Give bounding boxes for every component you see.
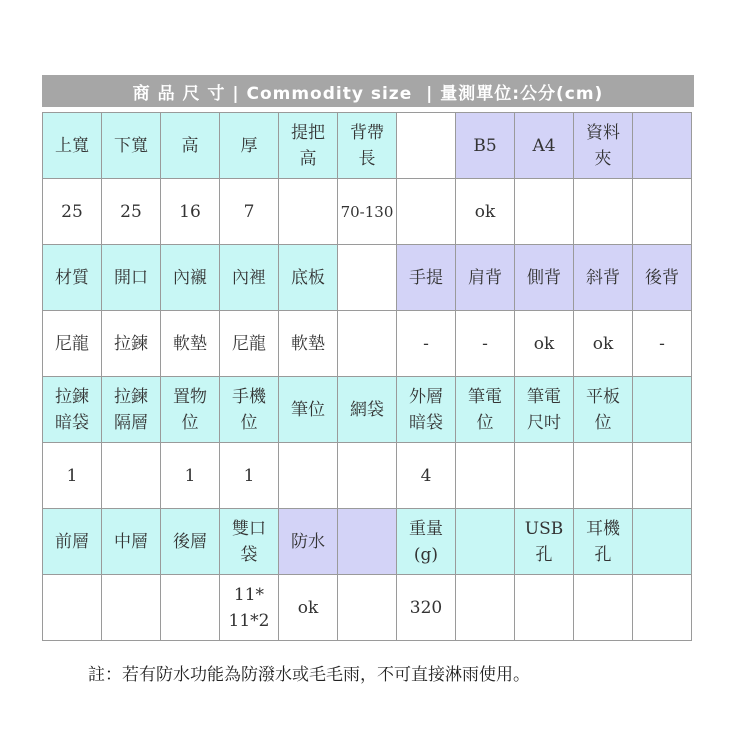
header-cell: 前層	[43, 509, 102, 575]
value-cell	[279, 443, 338, 509]
header-cell: 防水	[279, 509, 338, 575]
header-cell: 材質	[43, 245, 102, 311]
header-cell: 下寬	[102, 113, 161, 179]
header-row	[43, 377, 692, 443]
header-cell: 底板	[279, 245, 338, 311]
header-cell	[456, 509, 515, 575]
value-cell: 軟墊	[161, 311, 220, 377]
value-cell	[574, 179, 633, 245]
value-cell: ok	[456, 179, 515, 245]
header-cell: 拉鍊 暗袋	[43, 377, 102, 443]
value-cell	[161, 575, 220, 641]
value-cell: ok	[515, 311, 574, 377]
header-cell: 內裡	[220, 245, 279, 311]
value-cell: -	[633, 311, 692, 377]
header-cell: 外層 暗袋	[397, 377, 456, 443]
header-cell: 網袋	[338, 377, 397, 443]
header-row	[43, 509, 692, 575]
header-cell: 斜背	[574, 245, 633, 311]
value-cell	[338, 311, 397, 377]
header-cell: 筆電 位	[456, 377, 515, 443]
header-cell: 拉鍊 隔層	[102, 377, 161, 443]
header-cell: 手機 位	[220, 377, 279, 443]
value-cell: 4	[397, 443, 456, 509]
header-cell: 高	[161, 113, 220, 179]
header-cell: 筆位	[279, 377, 338, 443]
value-cell: 尼龍	[220, 311, 279, 377]
value-cell	[515, 443, 574, 509]
value-cell: 70-130	[338, 179, 397, 245]
header-cell	[338, 245, 397, 311]
value-cell: 拉鍊	[102, 311, 161, 377]
value-cell: ok	[574, 311, 633, 377]
value-cell	[574, 575, 633, 641]
header-cell: B5	[456, 113, 515, 179]
header-cell: 平板 位	[574, 377, 633, 443]
header-cell	[338, 509, 397, 575]
value-row	[43, 575, 692, 641]
value-cell: -	[397, 311, 456, 377]
header-cell: 背帶 長	[338, 113, 397, 179]
value-cell	[633, 443, 692, 509]
value-cell: 1	[161, 443, 220, 509]
value-cell	[397, 179, 456, 245]
value-cell	[102, 575, 161, 641]
header-cell: 耳機 孔	[574, 509, 633, 575]
header-cell: 開口	[102, 245, 161, 311]
header-cell: 內襯	[161, 245, 220, 311]
value-cell: -	[456, 311, 515, 377]
header-cell: 後層	[161, 509, 220, 575]
header-cell: 資料 夾	[574, 113, 633, 179]
header-cell	[397, 113, 456, 179]
header-row	[43, 113, 692, 179]
value-cell: 1	[220, 443, 279, 509]
header-cell: 後背	[633, 245, 692, 311]
table-title: 商 品 尺 寸 | Commodity size | 量測單位:公分(cm)	[42, 75, 694, 107]
spec-table-body	[43, 113, 692, 641]
value-cell: 1	[43, 443, 102, 509]
value-cell: 11* 11*2	[220, 575, 279, 641]
value-cell: 25	[43, 179, 102, 245]
value-row	[43, 311, 692, 377]
header-cell: 提把 高	[279, 113, 338, 179]
value-cell	[43, 575, 102, 641]
value-cell	[515, 575, 574, 641]
value-row	[43, 443, 692, 509]
value-cell: 軟墊	[279, 311, 338, 377]
commodity-size-table	[42, 112, 692, 641]
value-cell: 7	[220, 179, 279, 245]
value-cell	[456, 575, 515, 641]
value-cell	[633, 179, 692, 245]
header-cell	[633, 377, 692, 443]
header-cell: 側背	[515, 245, 574, 311]
header-cell	[633, 509, 692, 575]
value-cell	[338, 575, 397, 641]
header-row	[43, 245, 692, 311]
header-cell: USB 孔	[515, 509, 574, 575]
value-cell: 16	[161, 179, 220, 245]
header-cell	[633, 113, 692, 179]
value-cell	[515, 179, 574, 245]
header-cell: 手提	[397, 245, 456, 311]
value-cell: 320	[397, 575, 456, 641]
header-cell: 厚	[220, 113, 279, 179]
footnote: 註：若有防水功能為防潑水或毛毛雨，不可直接淋雨使用。	[88, 665, 530, 685]
value-cell: 25	[102, 179, 161, 245]
value-cell: ok	[279, 575, 338, 641]
value-cell	[456, 443, 515, 509]
header-cell: 置物 位	[161, 377, 220, 443]
value-row	[43, 179, 692, 245]
header-cell: 肩背	[456, 245, 515, 311]
value-cell	[338, 443, 397, 509]
header-cell: 中層	[102, 509, 161, 575]
value-cell	[102, 443, 161, 509]
value-cell: 尼龍	[43, 311, 102, 377]
header-cell: 雙口 袋	[220, 509, 279, 575]
value-cell	[279, 179, 338, 245]
header-cell: 重量 (g)	[397, 509, 456, 575]
header-cell: 筆電 尺吋	[515, 377, 574, 443]
header-cell: 上寬	[43, 113, 102, 179]
value-cell	[633, 575, 692, 641]
header-cell: A4	[515, 113, 574, 179]
value-cell	[574, 443, 633, 509]
